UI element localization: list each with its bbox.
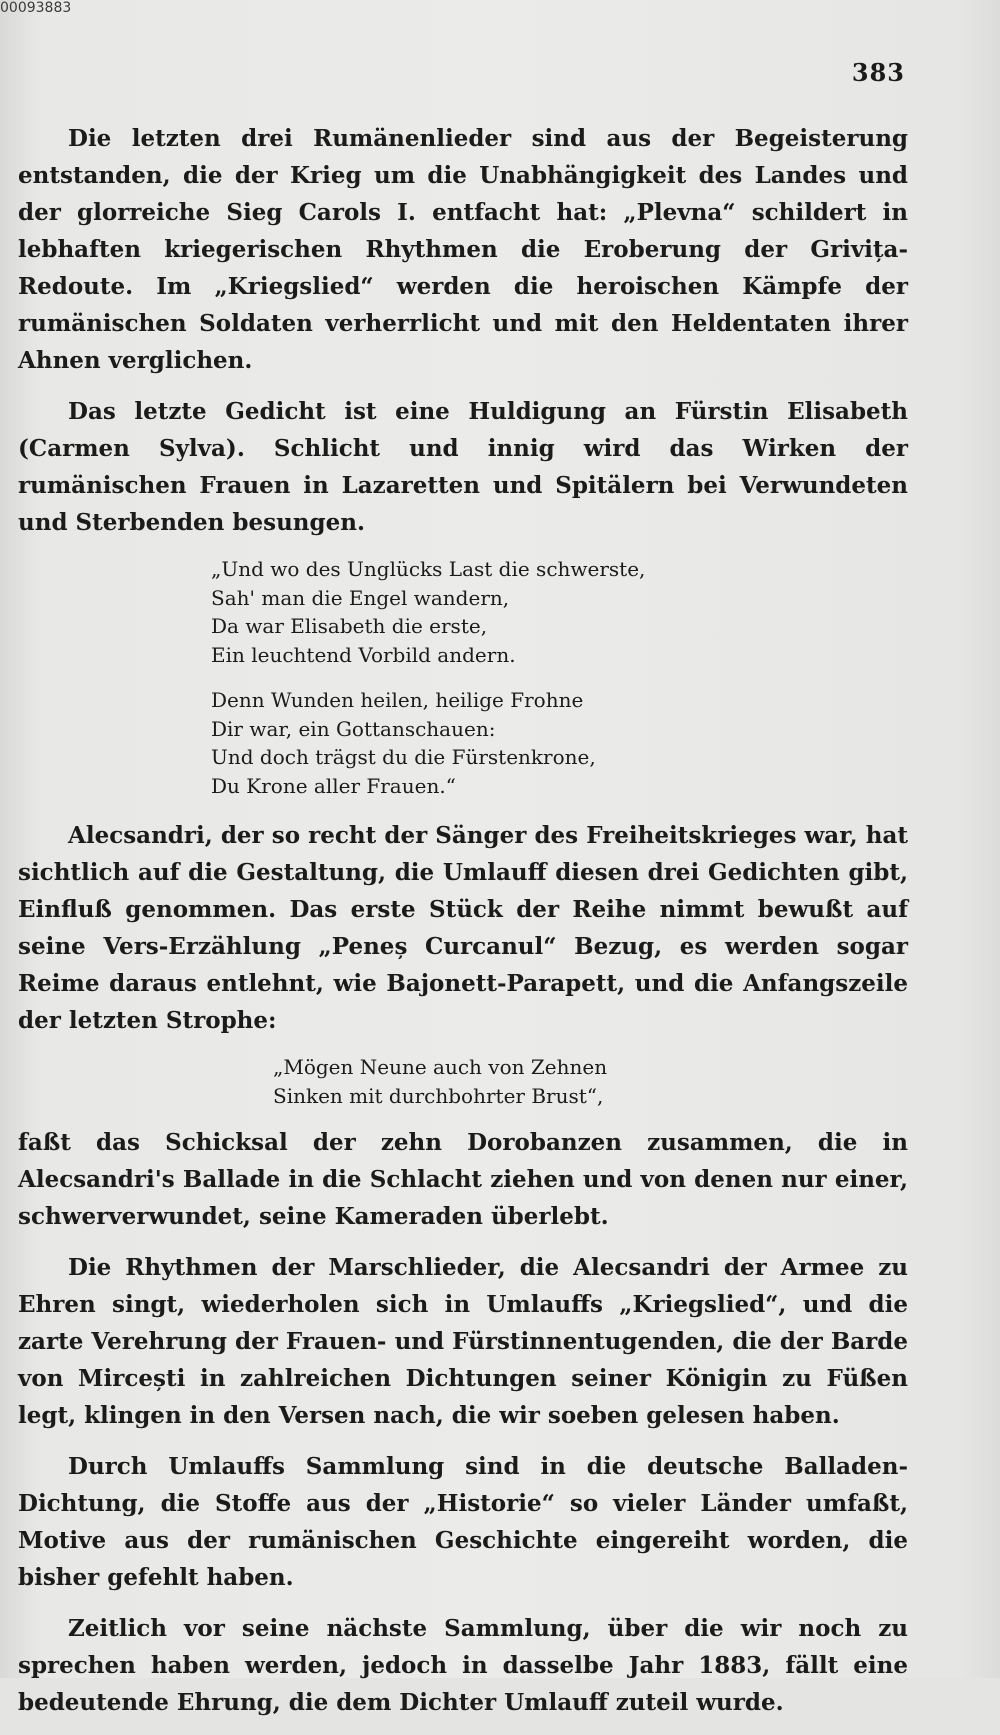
- verse-line: Da war Elisabeth die erste,: [211, 614, 488, 638]
- verse-line: Dir war, ein Gottanschauen:: [211, 716, 496, 741]
- verse-stanza-2: [211, 686, 908, 800]
- verse-stanza-1: [211, 555, 908, 669]
- verse-line: „Und wo des Unglücks Last die schwerste,: [211, 557, 646, 581]
- paragraph-3: Alecsandri, der so recht der Sänger des Freiheitskrieges war, hat sichtlich auf die Gestaltung, die Umlauff diesen drei Gedichten gibt, Einfluß genommen. Das erste Stück der Reihe nimmt bewußt auf seine Vers-Erzählung „Peneș Curcanul“ Bezug, es werden sogar Reime daraus entlehnt, wie Bajonett-Parapett, und die Anfangszeile der letzten Strophe:: [18, 822, 908, 1034]
- scan-signature: 00093883: [0, 0, 72, 16]
- paragraph-5: Die Rhythmen der Marschlieder, die Alecsandri der Armee zu Ehren singt, wiederholen sich in Umlauffs „Kriegslied“, und die zarte Verehrung der Frauen- und Fürstinnentugenden, die der Barde von Mircești in zahlreichen Dichtungen seiner Königin zu Füßen legt, klingen in den Versen nach, die wir soeben gelesen haben.: [18, 1254, 908, 1429]
- paragraph-2: Das letzte Gedicht ist eine Huldigung an Fürstin Elisabeth (Carmen Sylva). Schlicht und innig wird das Wirken der rumänischen Frauen in Lazaretten und Spitälern bei Verwundeten und Sterbenden besungen.: [18, 398, 908, 536]
- verse-line: Du Krone aller Frauen.“: [211, 773, 456, 798]
- verse-quote-carmen-sylva: [18, 555, 908, 800]
- paragraph-1: Die letzten drei Rumänenlieder sind aus der Begeisterung entstanden, die der Krieg um die Unabhängigkeit des Landes und der glorreiche Sieg Carols I. entfacht hat: „Plevna“ schildert in lebhaften kriegerischen Rhythmen die Eroberung der Grivița-Redoute. Im „Kriegslied“ werden die heroischen Kämpfe der rumänischen Soldaten verherrlicht und mit den Heldentaten ihrer Ahnen verglichen.: [18, 125, 908, 374]
- verse-line: Sinken mit durchbohrter Brust“,: [273, 1083, 604, 1108]
- verse-line: Sah' man die Engel wandern,: [211, 585, 510, 610]
- verse-line: Ein leuchtend Vorbild andern.: [211, 642, 516, 667]
- paragraph-7: Zeitlich vor seine nächste Sammlung, über die wir noch zu sprechen haben werden, jedoch in dasselbe Jahr 1883, fällt eine bedeutende Ehrung, die dem Dichter Umlauff zuteil wurde.: [18, 1615, 908, 1716]
- paragraph-4: faßt das Schicksal der zehn Dorobanzen zusammen, die in Alecsandri's Ballade in die Schlacht ziehen und von denen nur einer, schwerverwundet, seine Kameraden überlebt.: [18, 1129, 908, 1230]
- verse-line: Denn Wunden heilen, heilige Frohne: [211, 688, 584, 712]
- verse-line: „Mögen Neune auch von Zehnen: [273, 1055, 608, 1079]
- paragraph-6: Durch Umlauffs Sammlung sind in die deutsche Balladen-Dichtung, die Stoffe aus der „Historie“ so vieler Länder umfaßt, Motive aus der rumänischen Geschichte eingereiht worden, die bisher gefehlt haben.: [18, 1453, 908, 1591]
- page-body: [18, 120, 908, 1735]
- verse-line: Und doch trägst du die Fürstenkrone,: [211, 745, 596, 769]
- verse-quote-alecsandri: [18, 1053, 908, 1110]
- page-number: 383: [851, 58, 905, 87]
